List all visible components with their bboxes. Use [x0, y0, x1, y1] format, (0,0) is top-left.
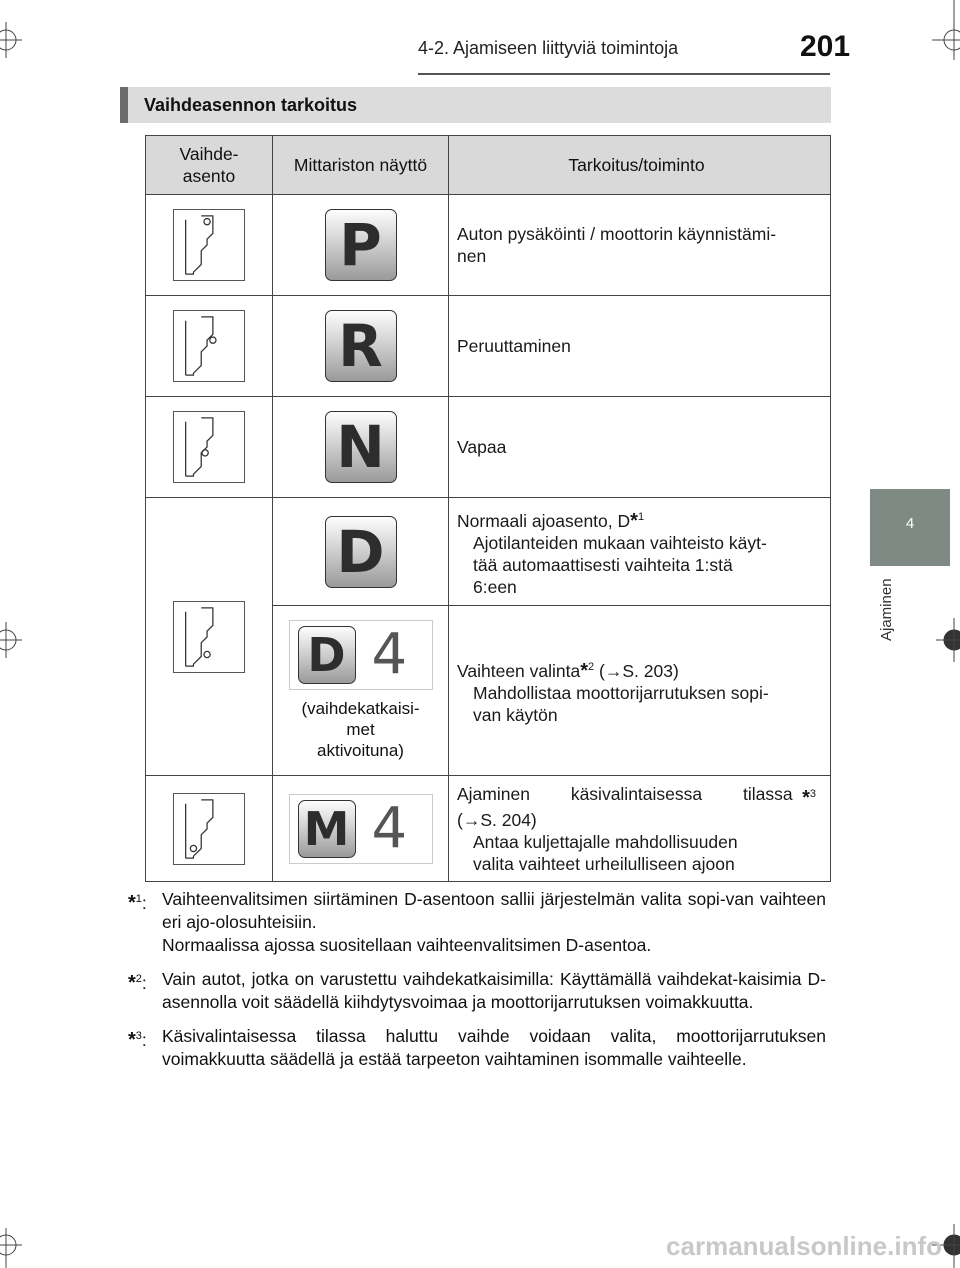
- running-header: 4-2. Ajamiseen liittyviä toimintoja: [418, 38, 679, 58]
- crop-mark-left-mid: [0, 610, 30, 670]
- purpose-cell: [449, 606, 831, 776]
- footnote-star: *: [128, 972, 136, 994]
- table-row: [146, 397, 831, 498]
- footnote-text: Vaihteenvalitsimen siirtäminen D-asentoon sallii järjestelmän valita sopi-van vaihteen eri ajo-olosuhteisiin.: [162, 889, 826, 932]
- purpose-detail: Ajotilanteiden mukaan vaihteisto käyt- tää automaattisesti vaihteita 1:stä 6:een: [473, 532, 767, 597]
- header-label: Tarkoitus/toiminto: [568, 155, 705, 175]
- display-cell: [273, 498, 449, 606]
- display-cell: [273, 296, 449, 397]
- purpose-text: Vapaa: [457, 437, 507, 457]
- display-combo: [289, 794, 433, 864]
- footnote-num: 2: [135, 973, 142, 985]
- purpose-title-line: [457, 783, 816, 809]
- chapter-label: Ajaminen: [878, 578, 895, 641]
- display-letter-d: D: [298, 626, 356, 684]
- purpose-cell: [449, 498, 831, 606]
- table-header-row: [146, 136, 831, 195]
- shift-gate-d-icon: [173, 601, 245, 673]
- shift-gate-m-icon: [173, 793, 245, 865]
- purpose-title: Normaali ajoasento, D: [457, 510, 631, 531]
- display-letter-n: N: [325, 411, 397, 483]
- display-cell: [273, 606, 449, 776]
- footnote-number: 2: [588, 660, 595, 673]
- purpose-text: Peruuttaminen: [457, 336, 571, 356]
- page-reference: (→S. 203): [599, 660, 679, 681]
- footnote-num: 3: [135, 1030, 142, 1042]
- footnote-mark: *: [802, 786, 810, 809]
- shift-gate-n-icon: [173, 411, 245, 483]
- footnote-number: 3: [809, 787, 816, 800]
- header-cell-purpose: [449, 136, 831, 195]
- crop-mark-top-left: [0, 0, 40, 60]
- display-cell: [273, 195, 449, 296]
- section-title: Vaihdeasennon tarkoitus: [144, 95, 358, 115]
- footnote-mark: *: [580, 659, 589, 682]
- gate-cell: [146, 498, 273, 776]
- header-label: Mittariston näyttö: [293, 155, 428, 175]
- header-cell-display: [273, 136, 449, 195]
- footnote-num: 1: [135, 893, 142, 905]
- gate-cell: [146, 776, 273, 882]
- gate-cell: [146, 397, 273, 498]
- display-caption: (vaihdekatkaisi- met aktivoituna): [301, 699, 420, 760]
- watermark: carmanualsonline.info: [666, 1231, 942, 1261]
- display-letter-d: D: [325, 516, 397, 588]
- table-row: [146, 776, 831, 882]
- crop-mark-right-mid: [928, 610, 960, 670]
- header-cell-position: [146, 136, 273, 195]
- display-cell: [273, 776, 449, 882]
- table-row: [146, 296, 831, 397]
- crop-mark-bottom-left: [0, 1210, 40, 1268]
- chapter-number: 4: [905, 515, 915, 532]
- shift-gate-r-icon: [173, 310, 245, 382]
- footnote-star: *: [128, 1029, 136, 1051]
- gear-position-table: [145, 135, 831, 882]
- purpose-detail: Antaa kuljettajalle mahdollisuuden valita vaihteet urheilulliseen ajoon: [473, 831, 738, 874]
- purpose-text: Auton pysäköinti / moottorin käynnistämi- nen: [457, 224, 777, 266]
- footnote-text: Normaalissa ajossa suositellaan vaihteenvalitsimen D-asentoa.: [162, 935, 652, 955]
- crop-mark-top-right: [918, 0, 960, 60]
- footnote-separator: :: [141, 1030, 147, 1050]
- display-combo: [289, 620, 433, 690]
- display-gear-number: 4: [371, 622, 408, 687]
- footnote-separator: :: [141, 973, 147, 993]
- purpose-cell: [449, 776, 831, 882]
- table-row: [146, 195, 831, 296]
- page-number: 201: [800, 30, 851, 63]
- footnote-text: Käsivalintaisessa tilassa haluttu vaihde voidaan valita, moottorijarrutuksen voimakkuutta säädellä ja estää tarpeeton vaihtaminen isommalle vaihteelle.: [162, 1026, 826, 1069]
- purpose-detail: Mahdollistaa moottorijarrutuksen sopi- van käytön: [473, 682, 769, 725]
- display-gear-number: 4: [371, 795, 408, 861]
- header-label: Vaihde- asento: [179, 144, 239, 186]
- header-rule: [418, 73, 830, 75]
- gate-cell: [146, 195, 273, 296]
- footnote-1: [128, 888, 826, 957]
- footnotes: [128, 888, 826, 1082]
- table-row: [146, 498, 831, 606]
- footnote-marker: [128, 1025, 147, 1052]
- footnote-mark: *: [630, 509, 638, 532]
- purpose-title: Ajaminen käsivalintaisessa tilassa: [457, 783, 793, 804]
- section-heading-bar: [120, 87, 831, 123]
- purpose-cell: [449, 397, 831, 498]
- display-letter-m: M: [298, 800, 356, 858]
- purpose-cell: [449, 296, 831, 397]
- footnote-marker: [128, 968, 147, 995]
- footnote-marker: [128, 888, 147, 915]
- footnote-text: Vain autot, jotka on varustettu vaihdekatkaisimilla: Käyttämällä vaihdekat-kaisimia D-asennolla voit säädellä kiihdytysvoimaa ja moottorijarrutuksen voimakkuutta.: [162, 969, 826, 1012]
- gate-cell: [146, 296, 273, 397]
- chapter-tab: [870, 489, 950, 566]
- shift-gate-p-icon: [173, 209, 245, 281]
- footnote-number: 1: [637, 510, 645, 523]
- footnote-separator: :: [141, 893, 147, 913]
- display-letter-r: R: [325, 310, 397, 382]
- footnote-2: [128, 968, 826, 1014]
- page-reference: (→S. 204): [457, 809, 537, 830]
- purpose-title: Vaihteen valinta: [457, 660, 581, 681]
- footnote-3: [128, 1025, 826, 1071]
- display-letter-p: P: [325, 209, 397, 281]
- display-cell: [273, 397, 449, 498]
- purpose-cell: [449, 195, 831, 296]
- footnote-star: *: [128, 892, 136, 914]
